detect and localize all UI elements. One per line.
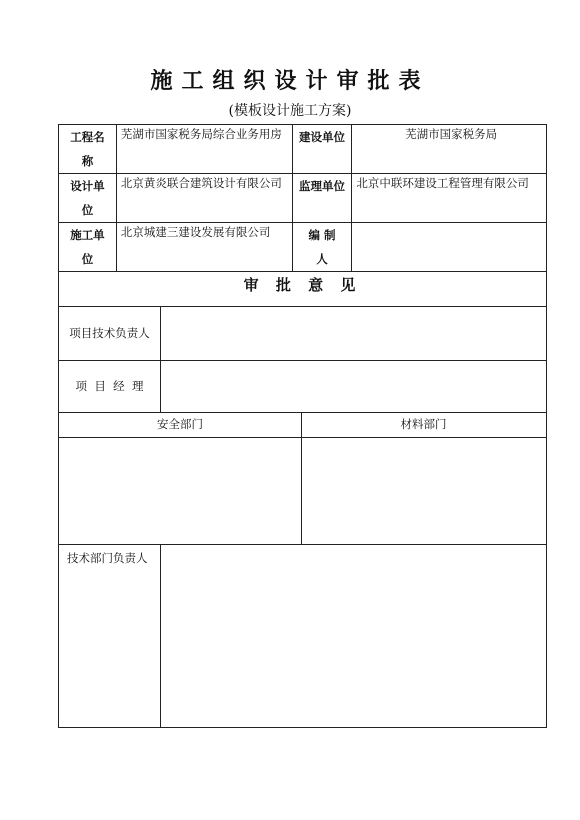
form-subtitle: (模板设计施工方案)	[228, 103, 352, 119]
tech-lead-row	[58, 306, 547, 361]
compiler-label: 编 制 人	[292, 223, 352, 272]
supervision-unit-label: 监理单位	[292, 174, 352, 223]
design-unit-value: 北京黄炎联合建筑设计有限公司	[116, 174, 292, 223]
owner-label: 建设单位	[292, 125, 352, 174]
design-unit-label: 设计单 位	[59, 174, 117, 223]
manager-label: 项 目 经 理	[75, 379, 144, 393]
safety-dept-label: 安全部门	[157, 417, 203, 431]
approval-heading: 审 批 意 见	[243, 276, 362, 294]
owner-value: 芜湖市国家税务局	[352, 125, 547, 174]
supervision-unit-value: 北京中联环建设工程管理有限公司	[352, 174, 547, 223]
material-dept-label: 材料部门	[400, 417, 447, 431]
info-table	[58, 124, 547, 272]
manager-row	[58, 360, 547, 413]
project-name-value: 芜湖市国家税务局综合业务用房	[116, 125, 292, 174]
form-title: 施工组织设计审批表	[150, 68, 430, 94]
departments-row	[58, 412, 547, 545]
tech-dept-label: 技术部门负责人	[67, 551, 148, 565]
tech-lead-label: 项目技术负责人	[69, 326, 150, 340]
construction-unit-label: 施工单 位	[59, 223, 117, 272]
approval-heading-cell	[58, 263, 547, 307]
tech-dept-row	[58, 544, 547, 728]
project-name-label: 工程名 称	[59, 125, 117, 174]
construction-unit-value: 北京城建三建设发展有限公司	[116, 223, 292, 272]
